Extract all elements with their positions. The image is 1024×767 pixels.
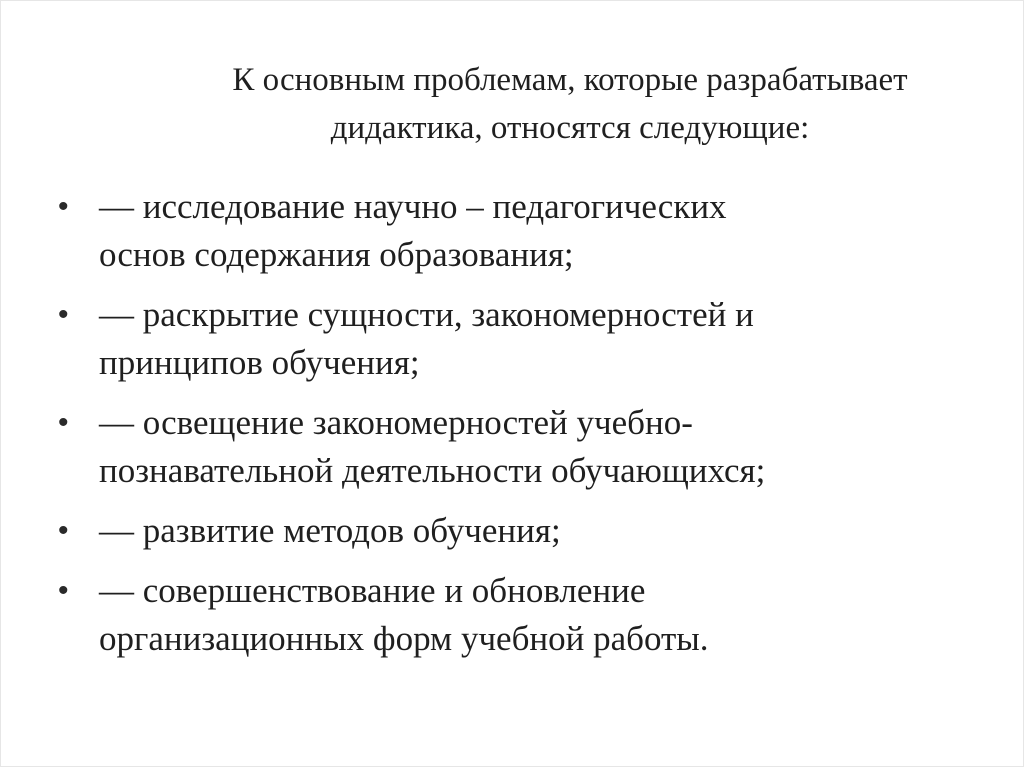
bullet-text-line: — раскрытие сущности, закономерностей и bbox=[99, 295, 754, 334]
bullet-item-methods bbox=[58, 507, 998, 555]
bullet-icon: • bbox=[58, 190, 69, 223]
slide-title bbox=[150, 56, 990, 152]
bullet-icon: • bbox=[58, 298, 69, 331]
bullet-text-line: — совершенствование и обновление bbox=[99, 571, 646, 610]
bullet-text-line: организационных форм учебной работы. bbox=[99, 619, 709, 658]
title-line: К основным проблемам, которые разрабатывает bbox=[232, 62, 908, 98]
bullet-item-forms bbox=[58, 567, 998, 663]
bullet-icon: • bbox=[58, 574, 69, 607]
bullet-item-essence bbox=[58, 291, 998, 387]
bullet-item-patterns bbox=[58, 399, 998, 495]
bullet-icon: • bbox=[58, 514, 69, 547]
bullet-item-research bbox=[58, 183, 998, 279]
bullet-icon: • bbox=[58, 406, 69, 439]
bullet-text-line: — освещение закономерностей учебно- bbox=[99, 403, 693, 442]
bullet-text-line: основ содержания образования; bbox=[99, 235, 574, 274]
title-line: дидактика, относятся следующие: bbox=[330, 110, 810, 146]
bullet-text-line: познавательной деятельности обучающихся; bbox=[99, 451, 766, 490]
bullet-text-line: — развитие методов обучения; bbox=[99, 511, 561, 550]
bullet-text-line: ― исследование научно – педагогических bbox=[99, 187, 727, 226]
bullet-list bbox=[58, 183, 998, 675]
bullet-text-line: принципов обучения; bbox=[99, 343, 420, 382]
